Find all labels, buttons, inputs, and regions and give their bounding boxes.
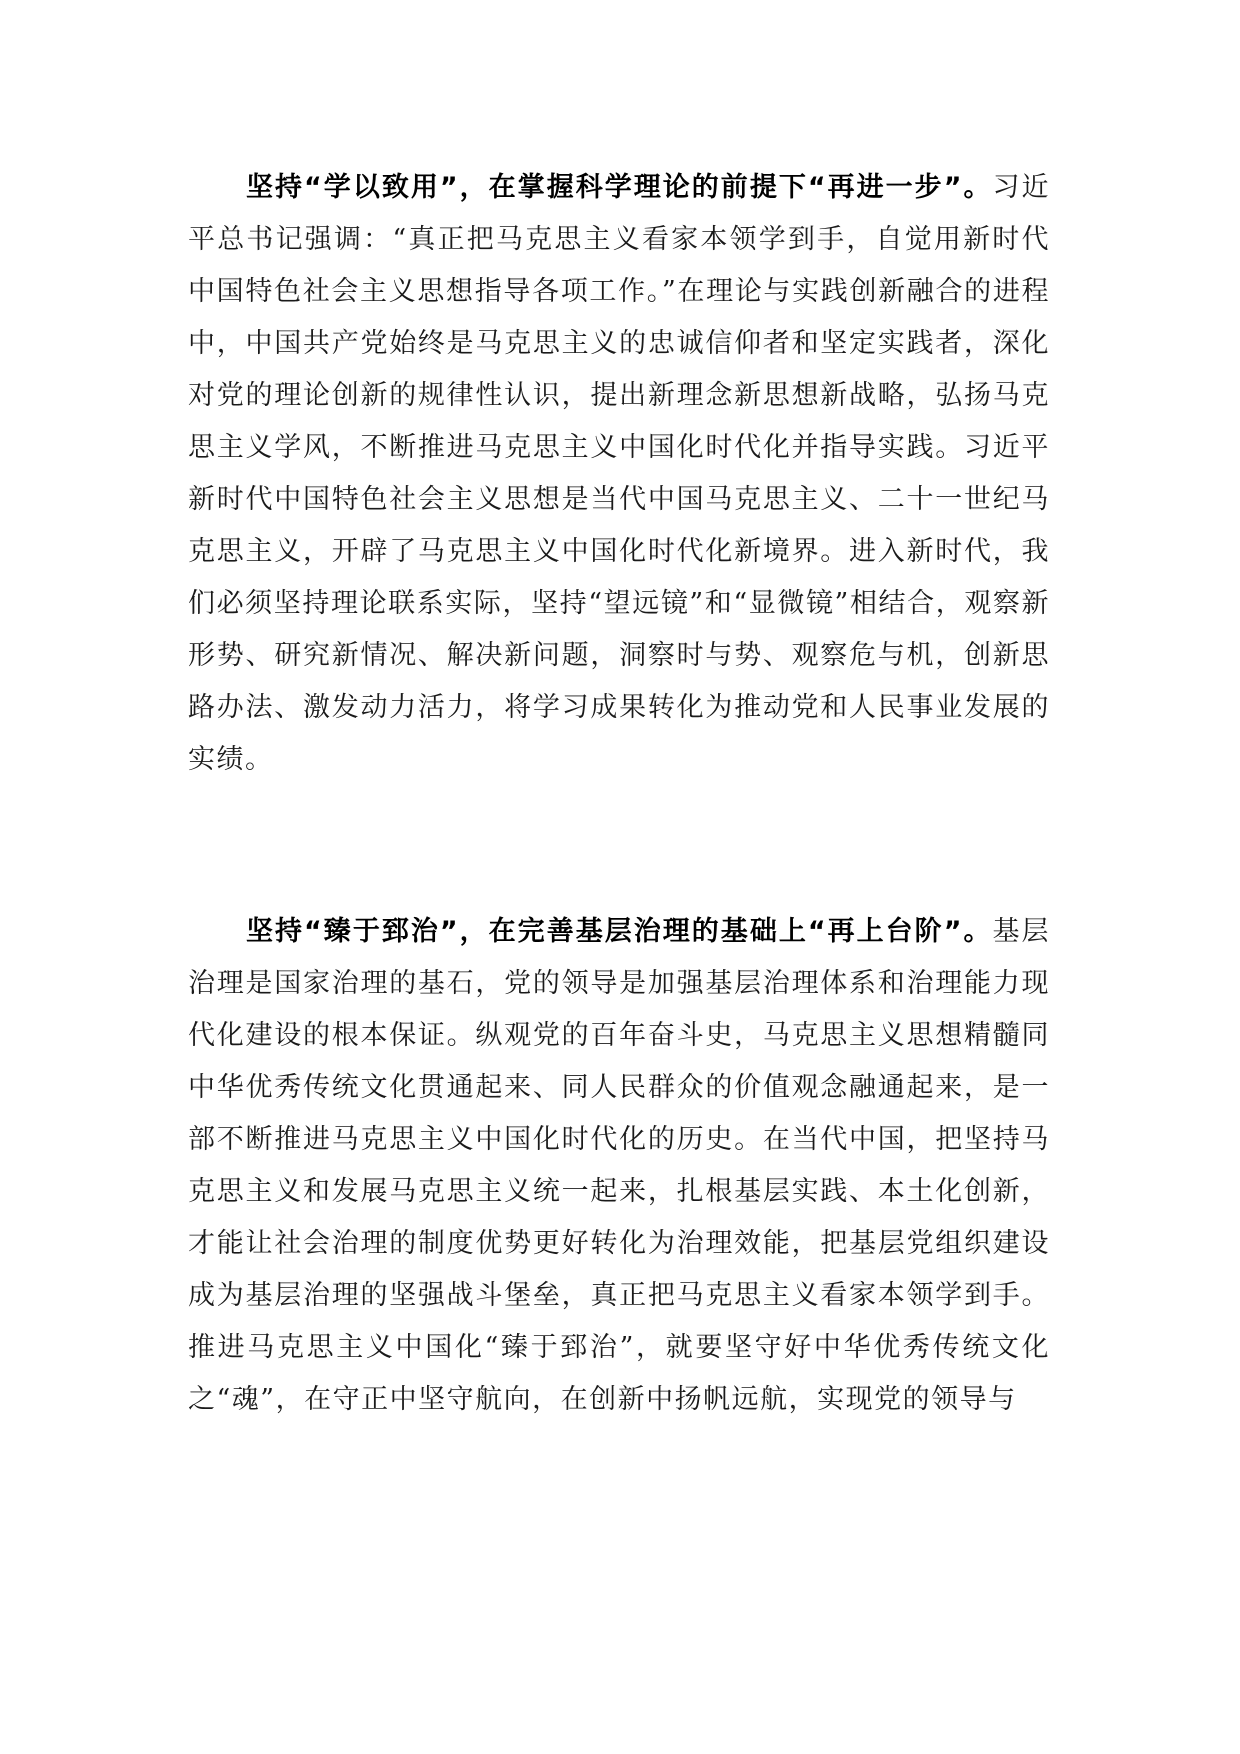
paragraph-body-text: 基层治理是国家治理的基石，党的领导是加强基层治理体系和治理能力现代化建设的根本保证。纵观党的百年奋斗史，马克思主义思想精髓同中华优秀传统文化贯通起来、同人民群众的价值观念融通起来，是一部不断推进马克思主义中国化时代化的历史。在当代中国，把坚持马克思主义和发展马克思主义统一起来，扎根基层实践、本土化创新，才能让社会治理的制度优势更好转化为治理效能，把基层党组织建设成为基层治理的坚强战斗堡垒，真正把马克思主义看家本领学到手。推进马克思主义中国化“臻于郅治”，就要坚守好中华优秀传统文化之“魂”，在守正中坚守航向，在创新中扬帆远航，实现党的领导与 (188, 916, 1051, 1415)
paragraph-body-text: 习近平总书记强调：“真正把马克思主义看家本领学到手，自觉用新时代中国特色社会主义思想指导各项工作。”在理论与实践创新融合的进程中，中国共产党始终是马克思主义的忠诚信仰者和坚定实践者，深化对党的理论创新的规律性认识，提出新理念新思想新战略，弘扬马克思主义学风，不断推进马克思主义中国化时代化并指导实践。习近平新时代中国特色社会主义思想是当代中国马克思主义、二十一世纪马克思主义，开辟了马克思主义中国化时代化新境界。进入新时代，我们必须坚持理论联系实际，坚持“望远镜”和“显微镜”相结合，观察新形势、研究新情况、解决新问题，洞察时与势、观察危与机，创新思路办法、激发动力活力，将学习成果转化为推动党和人民事业发展的实绩。 (188, 172, 1051, 775)
paragraph-learning-application (188, 162, 1050, 786)
paragraph-lead-heading: 坚持“臻于郅治”，在完善基层治理的基础上“再上台阶”。 (246, 916, 993, 947)
paragraph-grassroots-governance (188, 906, 1050, 1426)
paragraph-lead-heading: 坚持“学以致用”，在掌握科学理论的前提下“再进一步”。 (246, 172, 993, 203)
